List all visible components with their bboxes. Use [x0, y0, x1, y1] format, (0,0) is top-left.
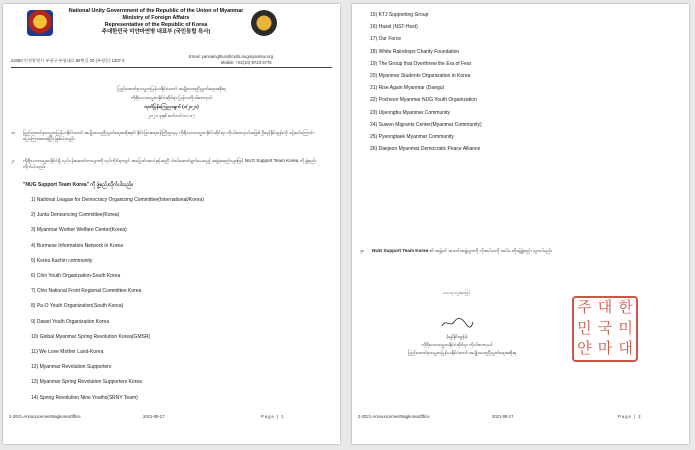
letterhead — [3, 4, 340, 66]
list-item: 22) Pocheon Myanmar NUG Youth Organization — [370, 97, 477, 104]
team-heading: "NUG Support Team Korea" ကို ဖွဲ့စည်းလိုက်ပါသည်။ — [23, 182, 133, 188]
para3-text — [372, 248, 672, 254]
footer-doc-id: 2-2021-AnnouncementNugkoreaOffice — [9, 414, 81, 419]
list-item: 5) Korea Kachin community — [31, 257, 93, 264]
list-item: 10) Global Myanmar Spring Revolution Korea(GMSR) — [31, 333, 151, 340]
document-page-2 — [352, 4, 689, 444]
stamp-character: 마 — [597, 339, 613, 358]
header-address: 23380 인천광역시 부평구 부평대로 86번길 20 (부평동) 1307호 — [11, 58, 126, 63]
stamp-character: 얀 — [577, 339, 592, 358]
list-item: 25) Pyeongtaek Myanmar Community — [370, 134, 454, 140]
list-item: 16) Hazel (NST-Host) — [370, 24, 418, 31]
header-email: Email: yannaingthun@mofa.nugmyanmar.org — [189, 54, 274, 59]
footer-date: 2021-09-17 — [492, 414, 514, 419]
list-item: 15) KTJ Supporting Group — [370, 12, 429, 18]
header-line-2: Ministry of Foreign Affairs — [122, 15, 190, 21]
list-item: 4) Burmese Information Network in Korea — [31, 242, 123, 249]
para3-number: ၃။ — [360, 248, 364, 253]
header-line-3: Representative of the Republic of Korea — [104, 22, 208, 28]
nug-seal-icon — [251, 10, 277, 36]
signatory-title: ကိုရီးယားသမ္မတနိုင်ငံဆိုင်ရာ ကိုယ်စားလှယ် — [421, 342, 493, 347]
header-line-4: 주대한민국 미얀마연방 대표부 (국민통합 특사) — [101, 29, 211, 35]
announcement-date: ၂၀၂၁ ခုနှစ် စက်တင်ဘာ ၁၇ — [148, 113, 195, 118]
stamp-character: 대 — [597, 298, 613, 316]
list-item: 26) Daejeon Myanmar Democratic Peace Alliance — [370, 146, 481, 153]
para2-number: ၂။ — [11, 158, 15, 163]
stamp-character: 국 — [597, 318, 613, 337]
doc-subtitle: ကိုရီးယားသမ္မတနိုင်ငံဆိုင်ရာ မြန်မာကိုယ်စားလှယ် — [130, 95, 213, 100]
stamp-character: 미 — [618, 318, 633, 337]
list-item: 7) Chin National Front Regional Committee Korea — [31, 288, 142, 295]
list-item: 9) Dawei Youth Organization Korea — [31, 318, 110, 325]
para3-team-name: NUG Support Team Korea — [372, 248, 429, 253]
myanmar-emblem-icon — [27, 10, 53, 36]
list-item: 3) Myanmar Worker Welfare Center(Korea) — [31, 227, 127, 234]
para1-number: ၁။ — [11, 130, 15, 135]
list-item: 1) National League for Democracy Organizing Committee(International/Korea) — [31, 197, 204, 203]
footer-page-number: Page | 2 — [618, 414, 642, 419]
list-item: 2) Junta Denouncing Committee(Korea) — [31, 212, 120, 219]
header-mobile: Mobile: +82(10)-8723-4775 — [221, 60, 272, 65]
list-item: 19) The Group that Overthrew the Era of Fear — [370, 60, 472, 67]
list-item: 24) Suwon Migrants Center(Myanmar Community) — [370, 121, 482, 128]
header-divider — [11, 67, 332, 68]
doc-title: ပြည်ထောင်စုသမ္မတမြန်မာနိုင်ငံတော် အမျိုးသားညီညွတ်ရေးအစိုးရ — [117, 86, 226, 91]
announcement-number: ထုတ်ပြန်ကြေညာချက် (၁/၂၀၂၁) — [144, 104, 199, 109]
signature — [440, 316, 474, 330]
footer-doc-id: 2-2021-AnnouncementNugkoreaOffice — [358, 414, 430, 419]
header-line-1: National Unity Government of the Republic of the Union of Myanmar — [68, 8, 244, 14]
footer-date: 2021-09-17 — [143, 414, 165, 419]
list-item: 8) Pa-O Youth Organization(South Korea) — [31, 303, 124, 310]
document-page-1 — [3, 4, 340, 444]
signatory-name: (ရန်နိုင်ထွန်း) — [446, 334, 468, 339]
stamp-character: 주 — [577, 298, 592, 316]
stamp-character: 민 — [577, 318, 592, 337]
list-item: 21) Rise Again Myanmar (Daegu) — [370, 85, 445, 92]
footer-page-number: Page | 1 — [261, 414, 285, 419]
stamp-character: 대 — [618, 339, 633, 358]
official-stamp-icon — [572, 296, 638, 362]
signatory-org: ပြည်ထောင်စုသမ္မတမြန်မာနိုင်ငံတော် အမျိုးသားညီညွတ်ရေးအစိုးရ — [407, 350, 517, 355]
stamp-character: 한 — [618, 298, 633, 316]
list-item: 12) Myanmar Revolution Supporters — [31, 364, 112, 371]
list-item: 17) Our Force — [370, 36, 402, 43]
list-item: 13) Myanmar Spring Revolution Supporters Korea — [31, 379, 142, 386]
sign-remark: ယေဘုယျအားဖြင့် — [443, 290, 471, 295]
list-item: 6) Chin Youth Organization-South Korea — [31, 273, 121, 279]
list-item: 14) Spring Revolution Nine Youths(SRNY Team) — [31, 394, 138, 401]
list-item: 20) Myanmar Students Organization in Korea — [370, 73, 471, 79]
para2-text: ကိုရီးယားသမ္မတနိုင်ငံရှိ လုပ်ငန်းဆောင်တာများကို လုပ်ကိုင်ရာတွင် အပြောင်းအလဲနှင့်အညီ ပါဝင်ဆောင်ရွက်ပေးမည့် အဖွဲ့အစည်းများဖြင့် NUG Support Team Korea ကို ဖွဲ့စည်းလိုက်ပါသည်။ — [23, 158, 317, 169]
para1-text: ပြည်ထောင်စုသမ္မတမြန်မာနိုင်ငံတော် အမျိုးသားညီညွတ်ရေးအစိုးရ၏ နိုင်ငံခြားရေးဝန်ကြီးဌာနမှ ကိုရီးယားသမ္မတနိုင်ငံဆိုင်ရာ ကိုယ်စားလှယ်အဖြစ် ဦးရန်နိုင်ထွန်းကို ခန့်အပ်ကြောင်း ပြောကြားထားခဲ့ပြီး ဖြစ်ပါသည်။ — [23, 130, 315, 141]
list-item: 18) White Raindrops Charity Foundation — [370, 48, 460, 55]
para3-body: ၏ အဖွဲ့ဝင် အသင်းအဖွဲ့များကို လိုအပ်သလို ထပ်မံ တိုးချဲ့ဖွဲ့စည်း သွားပါမည်။ — [429, 248, 553, 253]
list-item: 11) We Love Mother Land-Korea — [31, 349, 104, 355]
list-item: 23) Uijeongbu Myanmar Community — [370, 109, 451, 116]
